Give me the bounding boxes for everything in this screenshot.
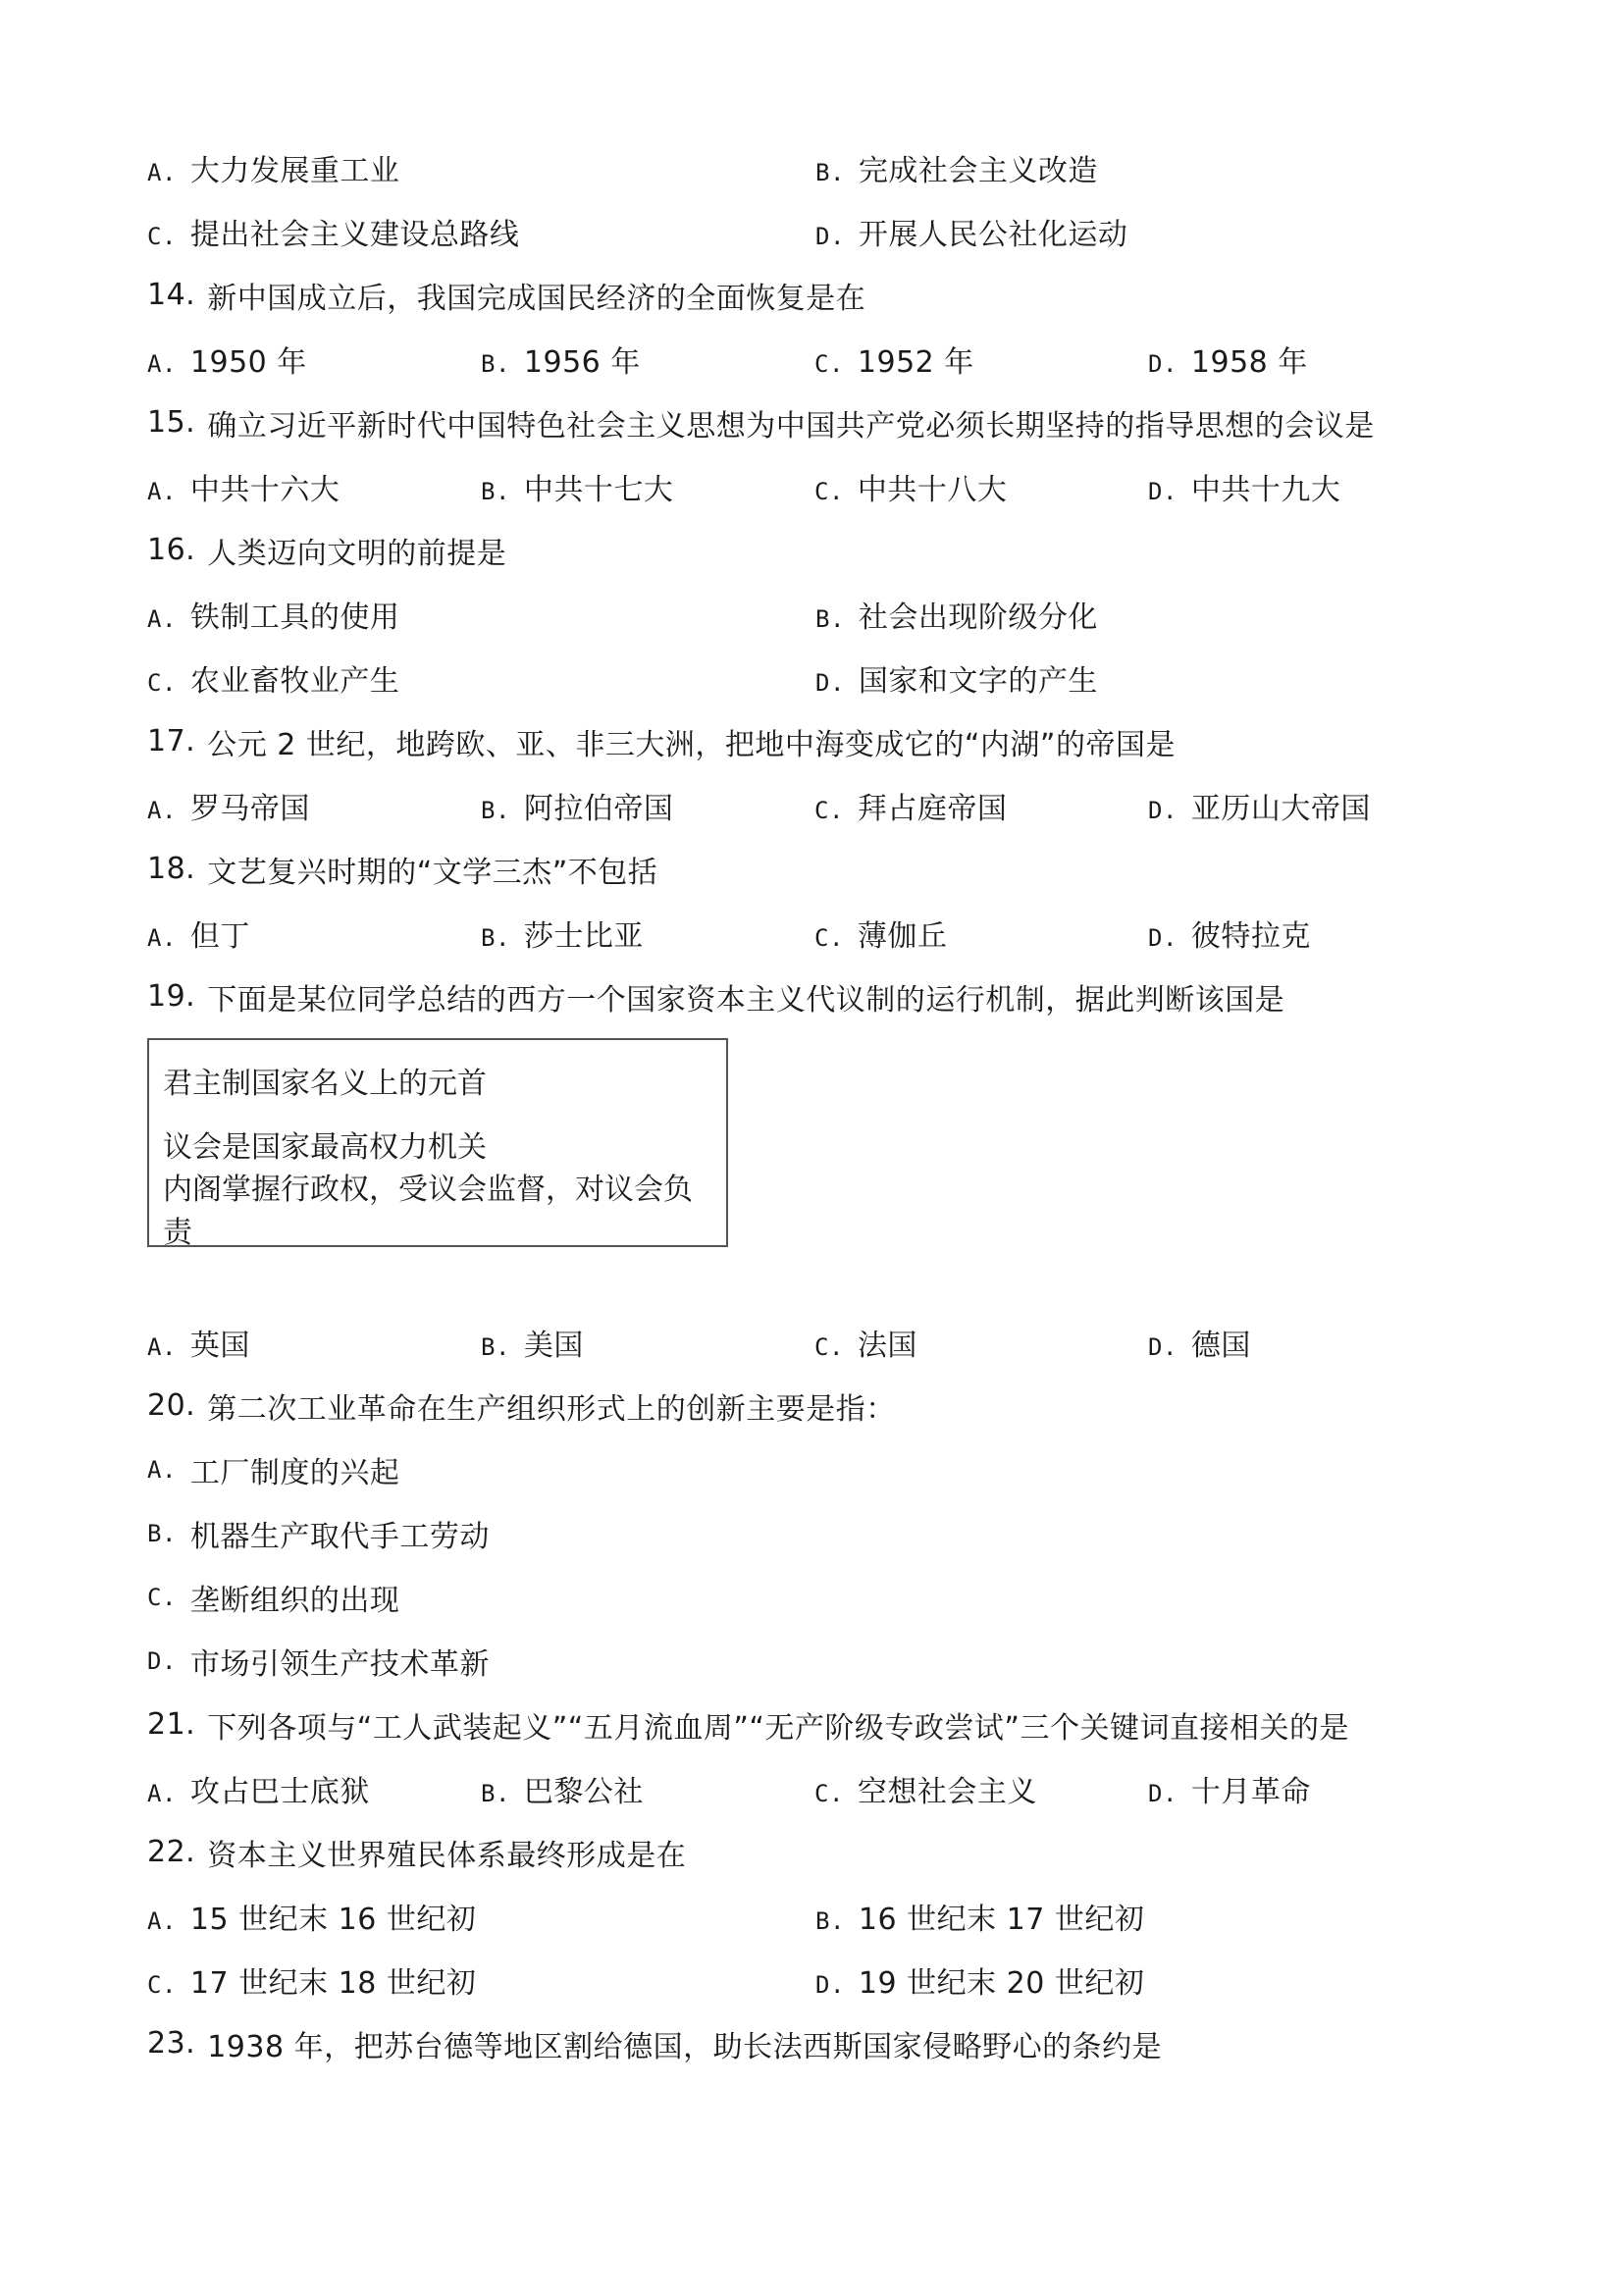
q21-option-b[interactable]: B. 巴黎公社 bbox=[481, 1774, 644, 1809]
q14-option-d[interactable]: D. 1958 年 bbox=[1148, 344, 1308, 380]
q13-option-d[interactable]: D. 开展人民公社化运动 bbox=[815, 217, 1128, 252]
q19-option-d[interactable]: D. 德国 bbox=[1148, 1328, 1251, 1363]
q21-option-a[interactable]: A. 攻占巴士底狱 bbox=[147, 1774, 370, 1809]
q22-option-a[interactable]: A. 15 世纪末 16 世纪初 bbox=[147, 1902, 477, 1937]
q14-stem: 14. 新中国成立后，我国完成国民经济的全面恢复是在 bbox=[147, 278, 866, 316]
q21-option-c[interactable]: C. 空想社会主义 bbox=[814, 1774, 1037, 1809]
q15-option-d[interactable]: D. 中共十九大 bbox=[1148, 472, 1341, 507]
q13-option-c[interactable]: C. 提出社会主义建设总路线 bbox=[147, 217, 520, 252]
q16-option-b[interactable]: B. 社会出现阶级分化 bbox=[815, 600, 1098, 635]
q17-option-a[interactable]: A. 罗马帝国 bbox=[147, 791, 310, 826]
q18-stem: 18. 文艺复兴时期的“文学三杰”不包括 bbox=[147, 852, 658, 890]
q17-options bbox=[147, 773, 1501, 837]
q13-options-row-2 bbox=[147, 199, 1501, 263]
q22-options-row-2 bbox=[147, 1948, 1501, 2011]
q15-option-a[interactable]: A. 中共十六大 bbox=[147, 472, 340, 507]
q14-option-b[interactable]: B. 1956 年 bbox=[481, 344, 641, 380]
q19-option-a[interactable]: A. 英国 bbox=[147, 1328, 250, 1363]
q17-option-c[interactable]: C. 拜占庭帝国 bbox=[814, 791, 1008, 826]
q17-option-d[interactable]: D. 亚历山大帝国 bbox=[1148, 791, 1371, 826]
q19-box-line: 君主制国家名义上的元首 bbox=[163, 1066, 487, 1101]
q20-stem: 20. 第二次工业革命在生产组织形式上的创新主要是指： bbox=[147, 1388, 896, 1427]
q16-options-row-2 bbox=[147, 646, 1501, 709]
q16-option-a[interactable]: A. 铁制工具的使用 bbox=[147, 600, 400, 635]
q19-stem: 19. 下面是某位同学总结的西方一个国家资本主义代议制的运行机制，据此判断该国是 bbox=[147, 979, 1285, 1018]
q15-options bbox=[147, 454, 1501, 518]
q16-stem: 16. 人类迈向文明的前提是 bbox=[147, 533, 507, 571]
exam-page bbox=[147, 135, 1501, 2075]
q18-option-b[interactable]: B. 莎士比亚 bbox=[481, 918, 644, 954]
q18-option-a[interactable]: A. 但丁 bbox=[147, 918, 250, 954]
q19-box-line: 内阁掌握行政权，受议会监督，对议会负责 bbox=[163, 1172, 693, 1250]
q18-option-c[interactable]: C. 薄伽丘 bbox=[814, 918, 948, 954]
q16-option-c[interactable]: C. 农业畜牧业产生 bbox=[147, 663, 400, 699]
q15-option-b[interactable]: B. 中共十七大 bbox=[481, 472, 674, 507]
q21-stem: 21. 下列各项与“工人武装起义”“五月流血周”“无产阶级专政尝试”三个关键词直接相关的是 bbox=[147, 1707, 1349, 1746]
q22-option-c[interactable]: C. 17 世纪末 18 世纪初 bbox=[147, 1965, 477, 2001]
q22-stem: 22. 资本主义世界殖民体系最终形成是在 bbox=[147, 1835, 687, 1873]
q17-stem: 17. 公元 2 世纪，地跨欧、亚、非三大洲，把地中海变成它的“内湖”的帝国是 bbox=[147, 724, 1176, 762]
q20-option-a[interactable]: A. 工厂制度的兴起 bbox=[147, 1455, 400, 1490]
q19-options bbox=[147, 1310, 1501, 1374]
spacer bbox=[147, 1247, 1501, 1310]
q20-option-c[interactable]: C. 垄断组织的出现 bbox=[147, 1583, 400, 1618]
q20-option-d[interactable]: D. 市场引领生产技术革新 bbox=[147, 1646, 490, 1682]
q15-stem: 15. 确立习近平新时代中国特色社会主义思想为中国共产党必须长期坚持的指导思想的会议是 bbox=[147, 405, 1375, 444]
q21-option-d[interactable]: D. 十月革命 bbox=[1148, 1774, 1311, 1809]
q16-option-d[interactable]: D. 国家和文字的产生 bbox=[815, 663, 1098, 699]
q13-option-b[interactable]: B. 完成社会主义改造 bbox=[815, 153, 1098, 188]
q15-option-c[interactable]: C. 中共十八大 bbox=[814, 472, 1008, 507]
q22-options-row-1 bbox=[147, 1884, 1501, 1948]
q19-option-c[interactable]: C. 法国 bbox=[814, 1328, 917, 1363]
q22-option-b[interactable]: B. 16 世纪末 17 世纪初 bbox=[815, 1902, 1145, 1937]
q21-options bbox=[147, 1756, 1501, 1820]
q19-box-line: 议会是国家最高权力机关 bbox=[163, 1129, 487, 1165]
q14-option-c[interactable]: C. 1952 年 bbox=[814, 344, 974, 380]
q19-option-b[interactable]: B. 美国 bbox=[481, 1328, 584, 1363]
q18-options bbox=[147, 901, 1501, 965]
q22-option-d[interactable]: D. 19 世纪末 20 世纪初 bbox=[815, 1965, 1145, 2001]
q17-option-b[interactable]: B. 阿拉伯帝国 bbox=[481, 791, 674, 826]
q14-option-a[interactable]: A. 1950 年 bbox=[147, 344, 307, 380]
q20-option-b[interactable]: B. 机器生产取代手工劳动 bbox=[147, 1519, 490, 1554]
q13-option-a[interactable]: A. 大力发展重工业 bbox=[147, 153, 400, 188]
q19-info-box bbox=[147, 1038, 728, 1250]
q23-stem: 23. 1938 年，把苏台德等地区割给德国，助长法西斯国家侵略野心的条约是 bbox=[147, 2026, 1163, 2064]
q16-options-row-1 bbox=[147, 582, 1501, 646]
q14-options bbox=[147, 327, 1501, 391]
q18-option-d[interactable]: D. 彼特拉克 bbox=[1148, 918, 1311, 954]
q13-options-row-1 bbox=[147, 135, 1501, 199]
